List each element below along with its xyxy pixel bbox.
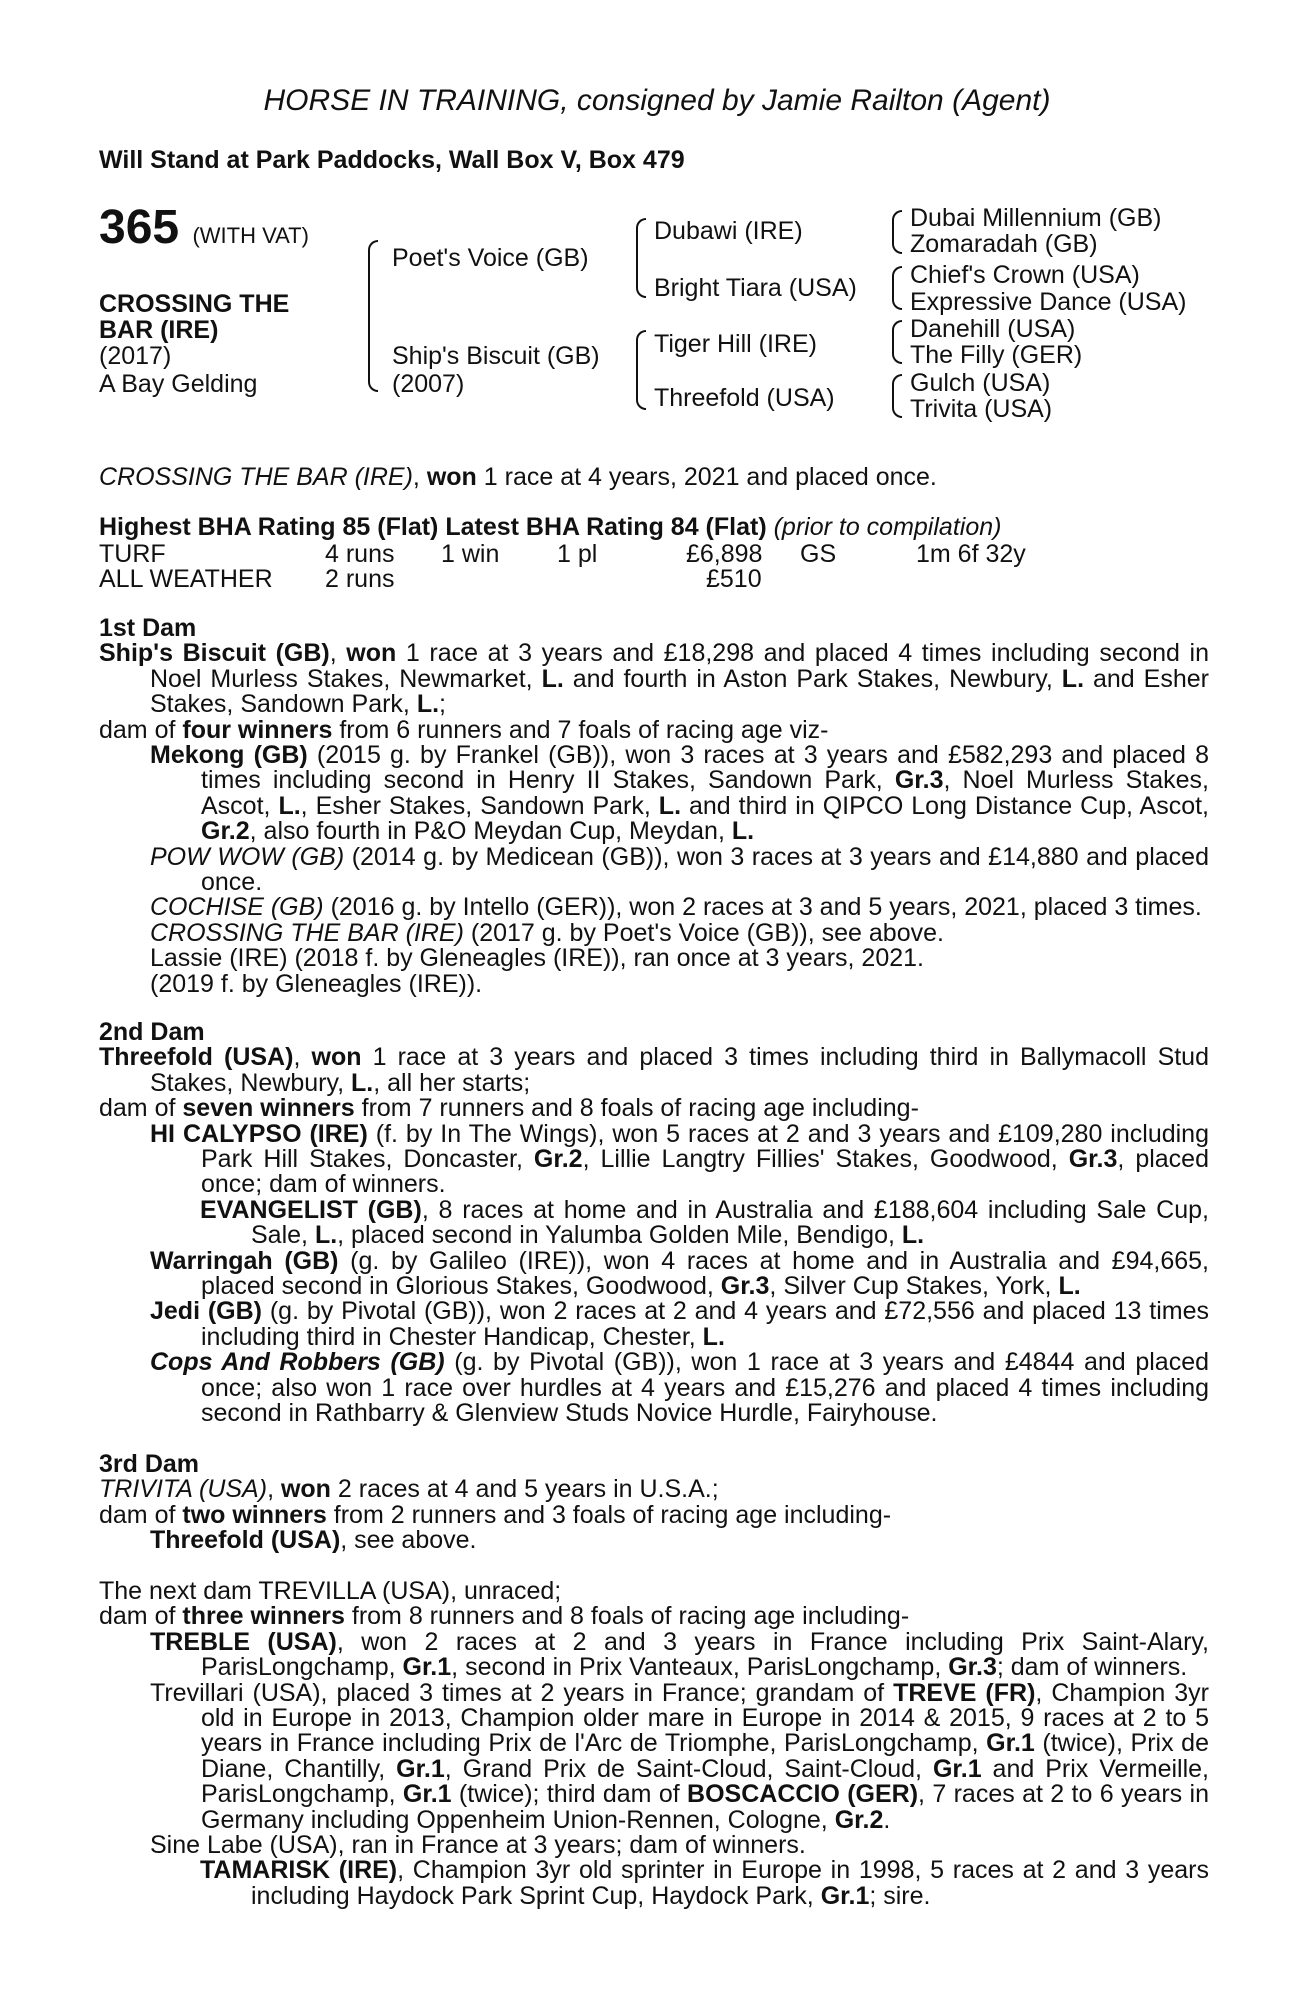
text: (2014 g. by Medicean (GB)), won 3 races at 3 years and £14,880 and placed once. (201, 842, 1209, 897)
text: , Grand Prix de Saint-Cloud, Saint-Cloud, (444, 1754, 933, 1783)
sire: Poet's Voice (GB) (392, 244, 589, 272)
text: , Lillie Langtry Fillies' Stakes, Goodwood, (582, 1145, 1069, 1174)
ancestor-1: Dubai Millennium (GB) (910, 204, 1162, 232)
dam-name: Ship's Biscuit (GB) (99, 639, 330, 668)
stand-location: Will Stand at Park Paddocks, Wall Box V, Box 479 (99, 146, 685, 174)
stats-surface: TURF (99, 540, 166, 568)
summary-horse-name: CROSSING THE BAR (IRE) (99, 463, 413, 491)
dam: Ship's Biscuit (GB) (392, 342, 600, 370)
listed-mark: L. (541, 664, 564, 693)
text: (g. by Pivotal (GB)), won 2 races at 2 and 4 years and £72,556 and placed 13 times including third in Chester Handicap, Chester, (201, 1297, 1209, 1351)
won-label: won (311, 1043, 362, 1072)
text: , second in Prix Vanteaux, ParisLongchamp, (451, 1653, 949, 1682)
stats-runs: 4 runs (325, 540, 395, 568)
text: (f. by In The Wings), won 5 races at 2 and 3 years and £109,280 including Park Hill Stakes, Doncaster, (201, 1119, 1209, 1174)
ancestor-7: Gulch (USA) (910, 369, 1051, 397)
race-summary: CROSSING THE BAR (IRE), won 1 race at 4 years, 2021 and placed once. (99, 463, 937, 491)
page-heading: HORSE IN TRAINING, consigned by Jamie Railton (Agent) (263, 84, 1051, 117)
section-title: 1st Dam (99, 614, 197, 642)
listed-mark: L. (1058, 1272, 1081, 1301)
summary-text: 1 race at 4 years, 2021 and placed once. (476, 463, 937, 491)
horse-name-line2: BAR (IRE) (99, 316, 219, 344)
section-title: 2nd Dam (99, 1018, 205, 1046)
dam-year: (2007) (392, 370, 465, 398)
text: , 8 races at home and in Australia and £188,604 including Sale Cup, Sale, (251, 1195, 1209, 1250)
horse-name-line1: CROSSING THE (99, 290, 290, 318)
text: , see above. (340, 1526, 477, 1555)
group-mark: Gr.1 (402, 1653, 452, 1682)
group-mark: Gr.2 (834, 1805, 884, 1834)
offspring-name: Warringah (GB) (150, 1246, 339, 1275)
won-label: won (346, 639, 397, 668)
horse-description: A Bay Gelding (99, 370, 258, 398)
ancestor-2: Zomaradah (GB) (910, 230, 1098, 258)
text: dam of (99, 1602, 183, 1631)
text: from 6 runners and 7 foals of racing age viz- (332, 715, 829, 744)
stats-runs: 2 runs (325, 565, 395, 593)
ancestor-5: Danehill (USA) (910, 315, 1076, 343)
offspring-name: TREVE (FR) (893, 1678, 1036, 1707)
text: from 8 runners and 8 foals of racing age including- (344, 1602, 910, 1631)
text: 2 races at 4 and 5 years in U.S.A.; (330, 1475, 719, 1504)
group-mark: Gr.3 (948, 1653, 997, 1682)
sire-dam: Bright Tiara (USA) (654, 274, 857, 302)
text: ; (439, 690, 446, 719)
text: , placed second in Yalumba Golden Mile, Bendigo, (337, 1221, 902, 1250)
second-dam-section: 2nd Dam Threefold (USA), won 1 race at 3 years and placed 3 times including third in Ballymacoll Stud Stakes, Newbury, L., all her starts; dam of seven winners from 7 runners and 8 foals of racing age including- HI CALYPSO (IRE) (f. by In The Wings), won 5 races at 2 and 3 years and £109,280 including Park Hill Stakes, Doncaster, Gr.2, Lillie Langtry Fillies' Stakes, Goodwood, Gr.3, placed once; dam of winners. EVANGELIST (GB), 8 races at home and in Australia and £188,604 including Sale Cup, Sale, L., placed second in Yalumba Golden Mile, Bendigo, L. Warringah (GB) (g. by Galileo (IRE)), won 4 races at home and in Australia and £94,665, placed second in Glorious Stakes, Goodwood, Gr.3, Silver Cup Stakes, York, L. Jedi (GB) (g. by Pivotal (GB)), won 2 races at 2 and 4 years and £72,556 and placed 13 times including third in Chester Handicap, Chester, L. Cops And Robbers (GB) (g. by Pivotal (GB)), won 1 race at 3 years and £4844 and placed once; also won 1 race over hurdles at 4 years and £15,276 and placed 4 times including second in Rathbarry & Glenview Studs Novice Hurdle, Fairyhouse. (99, 1018, 1210, 1428)
offspring-name: HI CALYPSO (IRE) (150, 1119, 368, 1148)
winners-count: two winners (182, 1500, 327, 1529)
offspring-entry: Lassie (IRE) (2018 f. by Gleneagles (IRE)), ran once at 3 years, 2021. (150, 944, 924, 973)
winners-count: three winners (182, 1602, 345, 1631)
vat-note: (WITH VAT) (192, 223, 309, 248)
offspring-name: BOSCACCIO (GER) (687, 1780, 919, 1809)
offspring-entry: Sine Labe (USA), ran in France at 3 years; dam of winners. (150, 1831, 806, 1860)
pedigree-brace (892, 320, 902, 364)
listed-mark: L. (658, 791, 682, 820)
rating-line (99, 515, 1209, 540)
text: (2016 g. by Intello (GER)), won 2 races at 3 and 5 years, 2021, placed 3 times. (323, 893, 1202, 922)
text: (twice); third dam of (451, 1780, 688, 1809)
offspring-name: TAMARISK (IRE) (200, 1856, 398, 1885)
text: dam of (99, 1500, 183, 1529)
pedigree-brace (892, 374, 902, 418)
text: and Esher Stakes, Sandown Park, (150, 664, 1209, 719)
text: (g. by Galileo (IRE)), won 4 races at home and in Australia and £94,665, placed second in Glorious Stakes, Goodwood, (201, 1246, 1209, 1301)
listed-mark: L. (1061, 664, 1085, 693)
stats-surface: ALL WEATHER (99, 565, 273, 593)
text: (g. by Pivotal (GB)), won 1 race at 3 years and £4844 and placed once; also won 1 race over hurdles at 4 years and £15,276 and placed 4 times including second in Rathbarry & Glenview Studs Novice Hurdle, Fairyhouse. (201, 1348, 1210, 1428)
listed-mark: L. (702, 1322, 725, 1351)
group-mark: Gr.1 (396, 1754, 445, 1783)
text: , placed once; dam of winners. (201, 1145, 1209, 1199)
group-mark: Gr.2 (201, 817, 250, 846)
dam-dam: Threefold (USA) (654, 384, 835, 412)
ancestor-3: Chief's Crown (USA) (910, 261, 1140, 289)
text: ; sire. (869, 1881, 931, 1910)
stats-prize: £510 (706, 565, 762, 593)
pedigree-brace (368, 240, 378, 392)
group-mark: Gr.2 (533, 1145, 583, 1174)
group-mark: Gr.3 (894, 766, 944, 795)
text: , Silver Cup Stakes, York, (769, 1272, 1059, 1301)
ancestor-8: Trivita (USA) (910, 395, 1053, 423)
text: and Prix Vermeille, ParisLongchamp, (201, 1754, 1209, 1809)
text: and third in QIPCO Long Distance Cup, Ascot, (681, 791, 1209, 820)
text: 1 race at 3 years and placed 3 times including third in Ballymacoll Stud Stakes, Newbury, (150, 1043, 1209, 1097)
text: The next dam TREVILLA (USA), unraced; (99, 1577, 562, 1605)
offspring-name: Jedi (GB) (150, 1297, 263, 1326)
next-dam-section (99, 1579, 1209, 1909)
stats-wins: 1 win (441, 540, 500, 568)
text: ; dam of winners. (996, 1653, 1188, 1682)
stats-going: GS (800, 540, 837, 568)
text: , Champion 3yr old in Europe in 2013, Champion older mare in Europe in 2014 & 2015, 9 races at 2 to 5 years in France including Prix de l'Arc de Triomphe, ParisLongchamp, (201, 1678, 1209, 1758)
group-mark: Gr.3 (1068, 1145, 1118, 1174)
offspring-name: TREBLE (USA) (150, 1627, 337, 1656)
text: Trevillari (USA), placed 3 times at 2 years in France; grandam of (150, 1678, 894, 1707)
pedigree-brace (892, 266, 902, 310)
text: , also fourth in P&O Meydan Cup, Meydan, (249, 817, 732, 846)
group-mark: Gr.3 (720, 1272, 770, 1301)
pedigree-brace (636, 330, 646, 410)
text: . (883, 1805, 891, 1834)
offspring-name: Mekong (GB) (150, 741, 308, 770)
pedigree-brace (636, 218, 646, 298)
ancestor-4: Expressive Dance (USA) (910, 288, 1187, 316)
offspring-name: CROSSING THE BAR (IRE) (150, 918, 464, 947)
text: , Noel Murless Stakes, Ascot, (201, 766, 1209, 820)
lot-number-value: 365 (99, 201, 180, 254)
winners-count: four winners (182, 715, 333, 744)
third-dam-section: 3rd Dam TRIVITA (USA), won 2 races at 4 and 5 years in U.S.A.; dam of two winners from 2 runners and 3 foals of racing age including- Threefold (USA), see above. (99, 1452, 1209, 1554)
horse-year: (2017) (99, 342, 172, 370)
offspring-entry: (2019 f. by Gleneagles (IRE)). (150, 969, 483, 998)
offspring-name: Threefold (USA) (150, 1526, 341, 1555)
listed-mark: L. (416, 690, 440, 719)
text: from 2 runners and 3 foals of racing age including- (326, 1500, 892, 1529)
rating-values: Highest BHA Rating 85 (Flat) Latest BHA Rating 84 (Flat) (99, 513, 767, 541)
pedigree-brace (892, 210, 902, 254)
text: from 7 runners and 8 foals of racing age including- (354, 1094, 919, 1123)
group-mark: Gr.1 (820, 1881, 870, 1910)
text: and fourth in Aston Park Stakes, Newbury, (563, 664, 1062, 693)
group-mark: Gr.1 (932, 1754, 982, 1783)
lot-number (99, 202, 309, 262)
text: (2015 g. by Frankel (GB)), won 3 races at 3 years and £582,293 and placed 8 times including second in Henry II Stakes, Sandown Park, (201, 741, 1209, 795)
section-title: 3rd Dam (99, 1450, 200, 1478)
listed-mark: L. (314, 1221, 338, 1250)
sire-sire: Dubawi (IRE) (654, 217, 803, 245)
text: dam of (99, 715, 183, 744)
offspring-name: EVANGELIST (GB) (200, 1195, 422, 1224)
text: (twice), Prix de Diane, Chantilly, (201, 1729, 1209, 1783)
won-label: won (426, 463, 477, 491)
listed-mark: L. (731, 817, 755, 846)
stats-places: 1 pl (557, 540, 598, 568)
dam-name: Threefold (USA) (99, 1043, 294, 1072)
ancestor-6: The Filly (GER) (910, 341, 1083, 369)
offspring-name: POW WOW (GB) (150, 842, 345, 871)
text: (2017 g. by Poet's Voice (GB)), see above. (463, 918, 944, 947)
text: , Champion 3yr old sprinter in Europe in 1998, 5 races at 2 and 3 years including Haydock Park Sprint Cup, Haydock Park, (251, 1856, 1209, 1910)
offspring-name: COCHISE (GB) (150, 893, 324, 922)
stats-prize: £6,898 (686, 540, 763, 568)
group-mark: Gr.1 (402, 1780, 452, 1809)
rating-note: (prior to compilation) (773, 513, 1002, 541)
listed-mark: L. (278, 791, 301, 820)
listed-mark: L. (901, 1221, 925, 1250)
dam-name: TRIVITA (USA) (99, 1475, 268, 1504)
text: , 7 races at 2 to 6 years in Germany including Oppenheim Union-Rennen, Cologne, (201, 1780, 1209, 1834)
text: , Esher Stakes, Sandown Park, (300, 791, 659, 820)
text: , won 2 races at 2 and 3 years in France including Prix Saint-Alary, ParisLongchamp, (201, 1627, 1209, 1682)
winners-count: seven winners (182, 1094, 355, 1123)
group-mark: Gr.1 (986, 1729, 1035, 1758)
stats-distance: 1m 6f 32y (916, 540, 1026, 568)
dam-sire: Tiger Hill (IRE) (654, 330, 817, 358)
text: 1 race at 3 years and £18,298 and placed 4 times including second in Noel Murless Stakes, Newmarket, (150, 639, 1209, 693)
text: , all her starts; (373, 1068, 531, 1097)
text: dam of (99, 1094, 183, 1123)
won-label: won (280, 1475, 331, 1504)
first-dam-section: 1st Dam Ship's Biscuit (GB), won 1 race at 3 years and £18,298 and placed 4 times including second in Noel Murless Stakes, Newmarket, L. and fourth in Aston Park Stakes, Newbury, L. and Esher Stakes, Sandown Park, L.; dam of four winners from 6 runners and 7 foals of racing age viz- Mekong (GB) (2015 g. by Frankel (GB)), won 3 races at 3 years and £582,293 and placed 8 times including second in Henry II Stakes, Sandown Park, Gr.3, Noel Murless Stakes, Ascot, L., Esher Stakes, Sandown Park, L. and third in QIPCO Long Distance Cup, Ascot, Gr.2, also fourth in P&O Meydan Cup, Meydan, L. POW WOW (GB) (2014 g. by Medicean (GB)), won 3 races at 3 years and £14,880 and placed once. COCHISE (GB) (2016 g. by Intello (GER)), won 2 races at 3 and 5 years, 2021, placed 3 times. CROSSING THE BAR (IRE) (2017 g. by Poet's Voice (GB)), see above. Lassie (IRE) (2018 f. by Gleneagles (IRE)), ran once at 3 years, 2021. (2019 f. by Gleneagles (IRE)). (99, 614, 1209, 998)
listed-mark: L. (351, 1068, 374, 1097)
offspring-name: Cops And Robbers (GB) (150, 1348, 445, 1377)
